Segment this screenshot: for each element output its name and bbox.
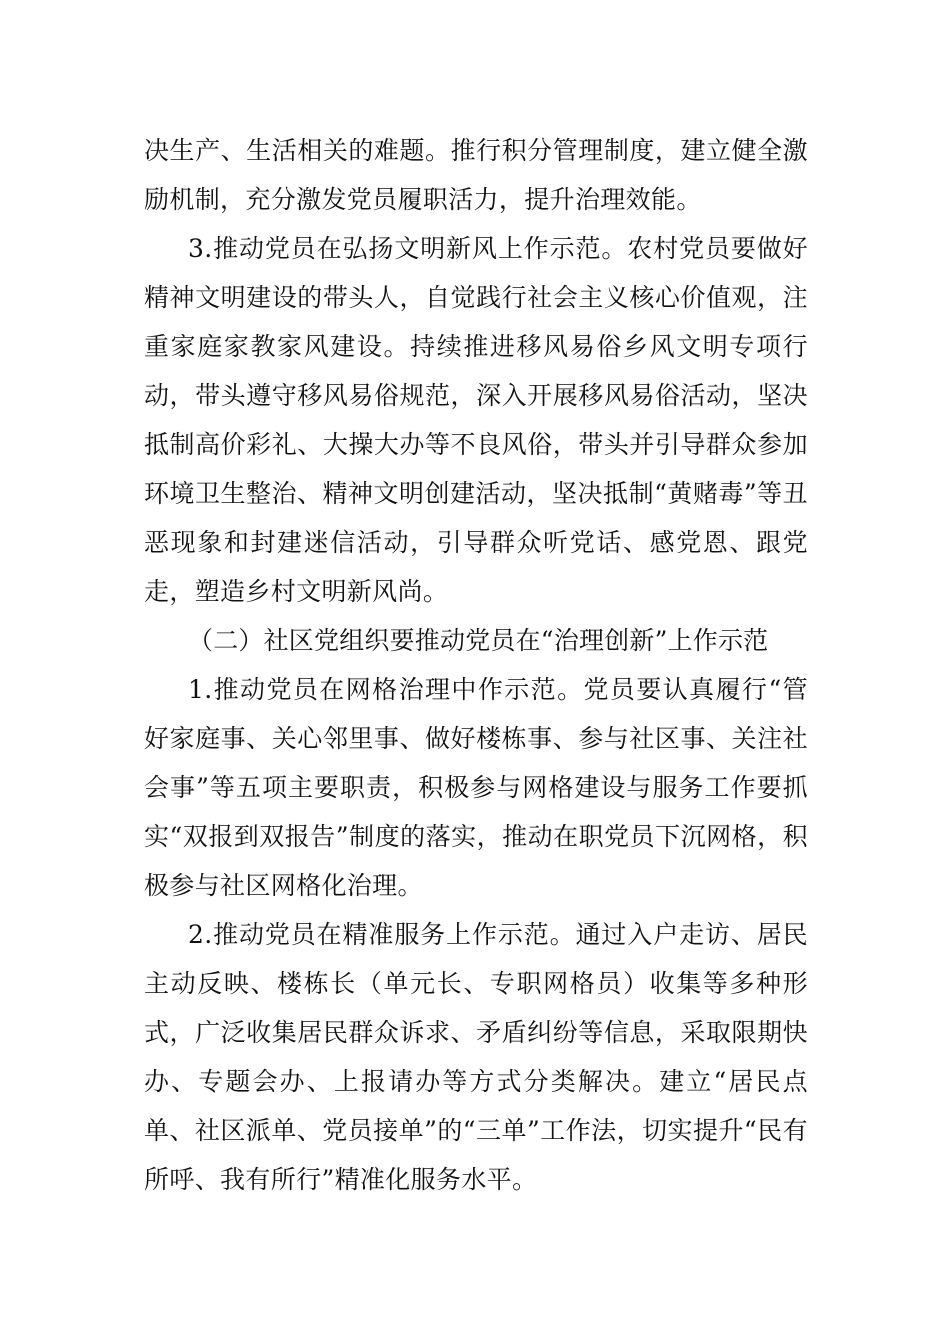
section-heading: （二）社区党组织要推动党员在“治理创新”上作示范 [188,626,769,655]
paragraph-item-1: 1.推动党员在网格治理中作示范。党员要认真履行“管好家庭事、关心邻里事、做好楼栋事、参与社区事、关注社会事”等五项主要职责，积极参与网格建设与服务工作要抓实“双报到双报告”制度的落实，推动在职党员下沉网格，积极参与社区网格化治理。 [144,675,808,900]
paragraph-continuation: 决生产、生活相关的难题。推行积分管理制度，建立健全激励机制，充分激发党员履职活力，提升治理效能。 [144,136,808,214]
paragraph-item-3: 3.推动党员在弘扬文明新风上作示范。农村党员要做好精神文明建设的带头人，自觉践行社会主义核心价值观，注重家庭家教家风建设。持续推进移风易俗乡风文明专项行动，带头遵守移风易俗规范，深入开展移风易俗活动，坚决抵制高价彩礼、大操大办等不良风俗，带头并引导群众参加环境卫生整治、精神文明创建活动，坚决抵制“黄赌毒”等丑恶现象和封建迷信活动，引导群众听党话、感党恩、跟党走，塑造乡村文明新风尚。 [144,234,808,606]
document-body [144,126,808,1204]
paragraph-item-2: 2.推动党员在精准服务上作示范。通过入户走访、居民主动反映、楼栋长（单元长、专职网格员）收集等多种形式，广泛收集居民群众诉求、矛盾纠纷等信息，采取限期快办、专题会办、上报请办等方式分类解决。建立“居民点单、社区派单、党员接单”的“三单”工作法，切实提升“民有所呼、我有所行”精准化服务水平。 [144,920,808,1194]
